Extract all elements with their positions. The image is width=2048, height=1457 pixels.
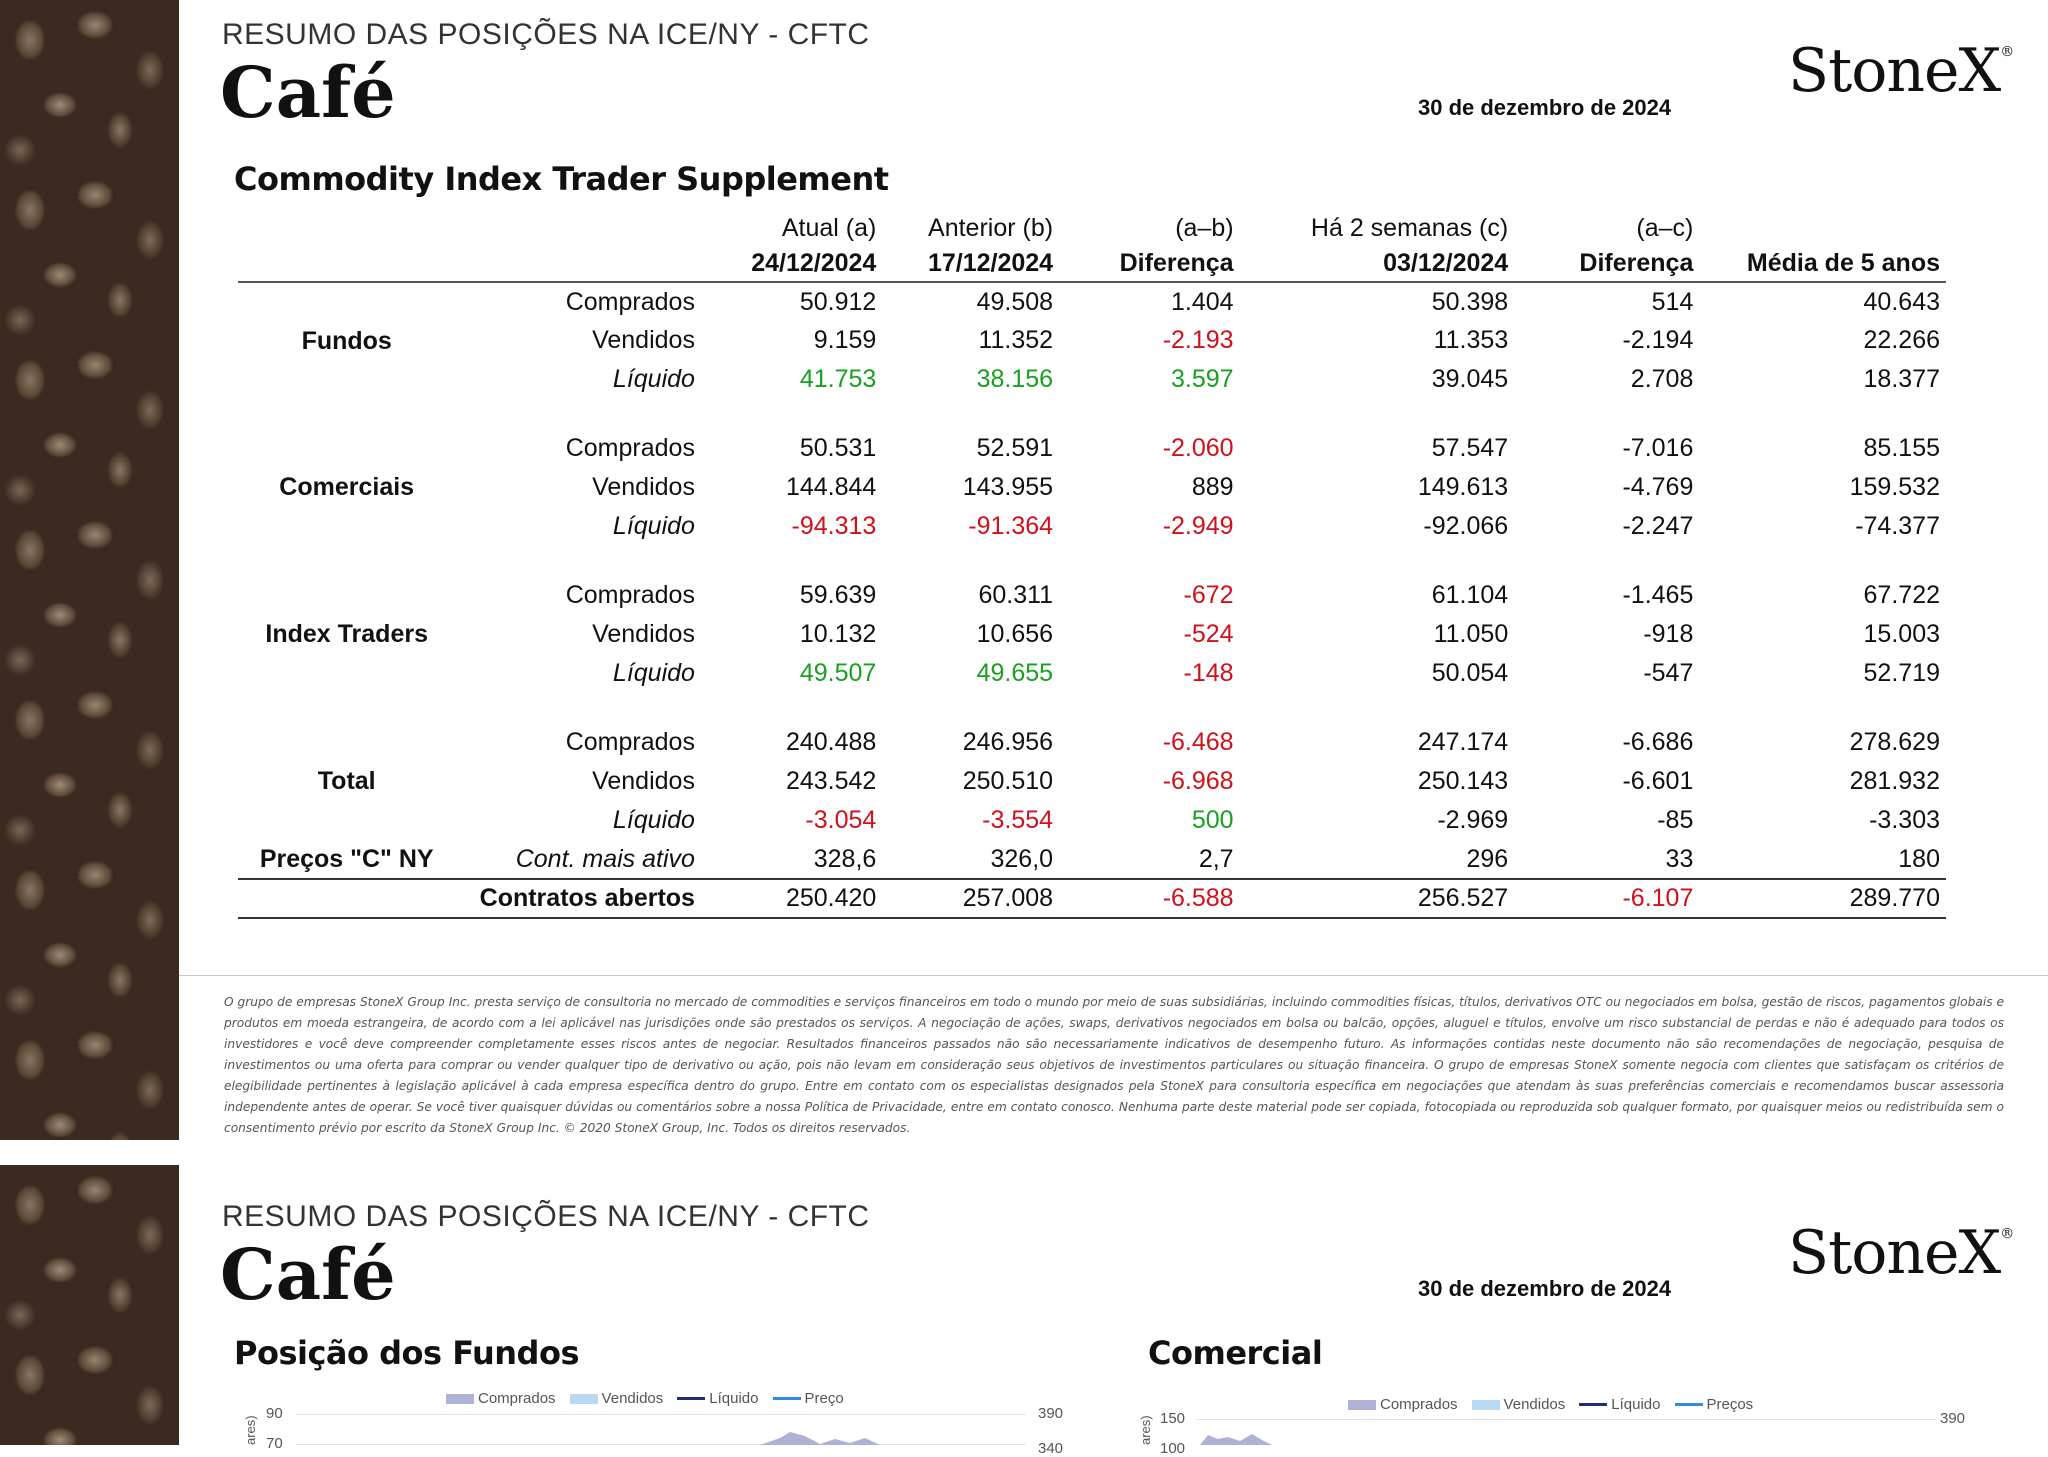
table-cell: -524 xyxy=(1183,620,1234,648)
table-cell: 49.655 xyxy=(976,659,1054,687)
table-cell: 38.156 xyxy=(976,365,1054,393)
table-cell: 18.377 xyxy=(1863,365,1940,393)
row-group-label: Fundos xyxy=(301,326,392,355)
table-cell: 159.532 xyxy=(1849,473,1940,501)
table-row xyxy=(238,801,1946,840)
table-cell: 40.643 xyxy=(1863,287,1940,316)
table-cell: 52.591 xyxy=(976,434,1054,462)
table-cell: 22.266 xyxy=(1863,326,1940,354)
table-cell: 500 xyxy=(1191,806,1234,834)
table-cell: -672 xyxy=(1183,581,1234,609)
table-cell: -918 xyxy=(1643,620,1694,648)
legend-item: Preços xyxy=(1675,1396,1754,1413)
legend-item: Comprados xyxy=(1348,1396,1458,1413)
page-separator xyxy=(0,1140,2048,1165)
page-title: Café xyxy=(220,51,396,134)
table-row xyxy=(238,762,1946,801)
row-label: Cont. mais ativo xyxy=(515,844,695,873)
disclaimer-text: O grupo de empresas StoneX Group Inc. presta serviço de consultoria no mercado de commodities e serviços financeiros em todo o mundo por meio de suas subsidiárias, incluindo commodities físicas, títulos, derivativos OTC ou negociados em bolsa, gestão de riscos, pagamentos globais e produtos em moeda estrangeira, de acordo com a lei aplicável nas jurisdições onde são prestados os serviços. A negociação de ações, swaps, derivativos negociados em bolsa ou balcão, opções, aluguel e títulos, envolve um risco substancial de perdas e não é adequado para todos os investidores e você deve compreender completamente esses riscos antes de negociar. Resultados financeiros passados não são necessariamente indicativos de desempenho futuro. As informações contidas neste documento não são recomendações de negociação, pesquisa de investimentos ou uma oferta para comprar ou vender qualquer tipo de derivativo ou ação, pois não levam em consideração seus objetivos de investimentos particulares ou situação financeira. O grupo de empresas StoneX somente negocia com clientes que satisfaçam os critérios de elegibilidade pertinentes à legislação aplicável à cada empresa específica dentro do grupo. Entre em contato com os especialistas designados pela StoneX para consultoria específica em negociações que atendam às suas preferências comerciais e recomendamos buscar assessoria independente antes de operar. Se você tiver quaisquer dúvidas ou comentários sobre a nossa Política de Privacidade, entre em contato conosco. Nenhuma parte deste material pode ser copiada, fotocopiada ou reproduzida sob qualquer formato, por quaisquer meios ou redistribuída sem o consentimento prévio por escrito da StoneX Group Inc. © 2020 StoneX Group, Inc. Todos os direitos reservados. xyxy=(224,995,2004,1135)
row-label: Comprados xyxy=(565,728,695,756)
table-cell: -91.364 xyxy=(968,512,1054,540)
gridline xyxy=(296,1414,1026,1415)
table-cell: 33 xyxy=(1665,844,1694,873)
chart-legend xyxy=(446,1390,844,1407)
table-cell: 50.531 xyxy=(799,434,877,462)
col-header: 03/12/2024 xyxy=(1240,246,1515,282)
table-row xyxy=(238,507,1946,546)
table-cell: 3.597 xyxy=(1171,365,1234,393)
table-row xyxy=(238,429,1946,468)
legend-swatch xyxy=(677,1397,705,1400)
legend-item: Líquido xyxy=(1579,1396,1660,1413)
legend-swatch xyxy=(1348,1400,1376,1410)
coffee-beans-image xyxy=(0,0,179,1140)
table-row xyxy=(238,576,1946,615)
table-cell: 41.753 xyxy=(799,365,877,393)
row-group-label: Total xyxy=(317,767,376,795)
row-label: Vendidos xyxy=(592,326,695,354)
table-cell: -1.465 xyxy=(1622,581,1694,609)
legend-item: Vendidos xyxy=(1472,1396,1566,1413)
table-row xyxy=(238,615,1946,654)
table-cell: -6.601 xyxy=(1622,767,1694,795)
table-cell: 57.547 xyxy=(1431,434,1509,462)
table-row xyxy=(238,321,1946,360)
table-cell: 247.174 xyxy=(1417,728,1509,756)
col-header xyxy=(1699,210,1946,246)
table-cell: 257.008 xyxy=(882,879,1059,918)
table-cell: 60.311 xyxy=(978,581,1054,609)
page-label: RESUMO DAS POSIÇÕES NA ICE/NY - CFTC xyxy=(222,18,870,51)
table-cell: 256.527 xyxy=(1240,879,1515,918)
y-axis-label: ares) xyxy=(243,1415,258,1445)
table-cell: 85.155 xyxy=(1863,434,1940,462)
table-cell: -2.193 xyxy=(1162,326,1234,354)
row-label: Comprados xyxy=(565,434,695,462)
table-cell: 2.708 xyxy=(1630,365,1694,393)
table-cell: 1.404 xyxy=(1171,287,1234,316)
chart-area-fragment xyxy=(760,1432,890,1445)
spacer-cell xyxy=(238,693,1946,723)
col-header: Diferença xyxy=(1059,246,1240,282)
col-header: Há 2 semanas (c) xyxy=(1310,213,1509,242)
table-row xyxy=(238,468,1946,507)
y-tick-label: 100 xyxy=(1160,1440,1186,1457)
y-tick-label: 150 xyxy=(1160,1410,1186,1427)
y2-tick-label: 340 xyxy=(1038,1440,1064,1457)
row-label: Contratos abertos xyxy=(238,879,701,918)
chart-area-fragment xyxy=(1200,1432,1300,1445)
cit-table xyxy=(238,210,1946,919)
legend-item: Preço xyxy=(773,1390,844,1407)
table-cell: 250.143 xyxy=(1417,767,1509,795)
page-date: 30 de dezembro de 2024 xyxy=(1418,1276,1672,1301)
stonex-logo: StoneX® xyxy=(1788,1218,2014,1288)
table-cell: 61.104 xyxy=(1431,581,1509,609)
y2-tick-label: 390 xyxy=(1940,1410,1966,1427)
table-cell: 52.719 xyxy=(1863,659,1940,687)
gridline xyxy=(1196,1419,1936,1420)
table-cell: 50.054 xyxy=(1431,659,1509,687)
coffee-beans-image xyxy=(0,1165,179,1445)
table-cell: 243.542 xyxy=(785,767,877,795)
table-cell: 149.613 xyxy=(1417,473,1509,501)
chart-heading: Posição dos Fundos xyxy=(234,1334,579,1372)
spacer-cell xyxy=(238,546,1946,576)
legend-item: Líquido xyxy=(677,1390,758,1407)
table-header-row xyxy=(238,210,1946,246)
gridline xyxy=(296,1444,1026,1445)
row-group-label: Index Traders xyxy=(265,620,428,648)
table-cell: 15.003 xyxy=(1863,620,1940,648)
table-cell: -94.313 xyxy=(791,512,877,540)
table-cell: -6.968 xyxy=(1162,767,1234,795)
table-heading: Commodity Index Trader Supplement xyxy=(234,160,889,198)
row-label: Líquido xyxy=(612,512,695,540)
table-cell: -6.588 xyxy=(1059,879,1240,918)
col-header: (a–b) xyxy=(1175,213,1234,242)
row-label: Vendidos xyxy=(592,620,695,648)
legend-swatch xyxy=(1472,1400,1500,1410)
table-cell: -74.377 xyxy=(1855,512,1940,540)
table-row xyxy=(238,282,1946,321)
y-tick-label: 70 xyxy=(266,1435,283,1452)
col-header: (a–c) xyxy=(1636,213,1694,242)
table-cell: 289.770 xyxy=(1699,879,1946,918)
col-header: Anterior (b) xyxy=(928,213,1054,242)
table-cell: -3.303 xyxy=(1869,806,1940,834)
table-cell: 11.352 xyxy=(978,326,1054,354)
table-cell: 11.050 xyxy=(1433,620,1509,648)
y-tick-label: 90 xyxy=(266,1405,283,1422)
col-header: 17/12/2024 xyxy=(882,246,1059,282)
table-cell: -92.066 xyxy=(1423,512,1509,540)
stonex-logo: StoneX® xyxy=(1788,36,2014,106)
row-label: Vendidos xyxy=(592,473,695,501)
table-cell: 67.722 xyxy=(1863,581,1940,609)
table-cell: -148 xyxy=(1183,659,1234,687)
table-cell: 10.132 xyxy=(799,620,877,648)
table-cell: 250.420 xyxy=(701,879,882,918)
chart-legend xyxy=(1348,1396,1753,1413)
row-label: Comprados xyxy=(565,581,695,609)
table-cell: 281.932 xyxy=(1849,767,1940,795)
table-cell: 246.956 xyxy=(962,728,1054,756)
row-label: Líquido xyxy=(612,659,695,687)
table-row xyxy=(238,879,1946,918)
page-date: 30 de dezembro de 2024 xyxy=(1418,95,1672,120)
table-cell: -6.468 xyxy=(1162,728,1234,756)
page-label: RESUMO DAS POSIÇÕES NA ICE/NY - CFTC xyxy=(222,1200,870,1233)
table-cell: 278.629 xyxy=(1849,728,1940,756)
table-cell: -547 xyxy=(1643,659,1694,687)
legend-item: Comprados xyxy=(446,1390,556,1407)
table-cell: 240.488 xyxy=(785,728,877,756)
table-row xyxy=(238,723,1946,762)
row-group-label: Comerciais xyxy=(279,473,415,501)
table-cell: 10.656 xyxy=(976,620,1054,648)
disclaimer-divider xyxy=(179,975,2048,976)
table-row xyxy=(238,654,1946,693)
table-cell: 250.510 xyxy=(962,767,1054,795)
table-cell: 2,7 xyxy=(1198,844,1234,873)
table-cell: 326,0 xyxy=(990,844,1054,873)
table-cell: 49.508 xyxy=(976,287,1054,316)
comprados-area xyxy=(760,1432,880,1445)
table-cell: -3.054 xyxy=(805,806,877,834)
table-cell: -6.107 xyxy=(1514,879,1699,918)
table-cell: -3.554 xyxy=(982,806,1054,834)
table-cell: -85 xyxy=(1657,806,1694,834)
table-cell: 11.353 xyxy=(1433,326,1509,354)
spacer-row xyxy=(238,693,1946,723)
spacer-row xyxy=(238,399,1946,429)
spacer-cell xyxy=(238,399,1946,429)
y-axis-label: ares) xyxy=(1138,1415,1153,1445)
table-cell: -7.016 xyxy=(1622,434,1694,462)
comprados-area xyxy=(1200,1434,1272,1445)
col-header: Média de 5 anos xyxy=(1699,246,1946,282)
table-row xyxy=(238,840,1946,879)
legend-item: Vendidos xyxy=(570,1390,664,1407)
legend-swatch xyxy=(1675,1403,1703,1406)
legend-swatch xyxy=(773,1397,801,1400)
col-header: 24/12/2024 xyxy=(701,246,882,282)
row-group-label: Preços "C" NY xyxy=(259,844,434,873)
col-header: Atual (a) xyxy=(781,213,877,242)
legend-swatch xyxy=(1579,1403,1607,1406)
table-cell: 296 xyxy=(1466,844,1509,873)
page-title: Café xyxy=(220,1233,396,1316)
row-label: Líquido xyxy=(612,806,695,834)
legend-swatch xyxy=(570,1394,598,1404)
y2-tick-label: 390 xyxy=(1038,1405,1064,1422)
table-cell: -4.769 xyxy=(1622,473,1694,501)
table-cell: 514 xyxy=(1651,287,1694,316)
table-cell: 144.844 xyxy=(785,473,877,501)
table-cell: -2.247 xyxy=(1622,512,1694,540)
table-cell: -2.060 xyxy=(1162,434,1234,462)
table-cell: 50.912 xyxy=(799,287,877,316)
table-cell: 143.955 xyxy=(962,473,1054,501)
spacer-row xyxy=(238,546,1946,576)
table-header-row xyxy=(238,246,1946,282)
col-header: Diferença xyxy=(1514,246,1699,282)
table-cell: 889 xyxy=(1191,473,1234,501)
table-cell: 50.398 xyxy=(1431,287,1509,316)
table-cell: 328,6 xyxy=(813,844,877,873)
table-row xyxy=(238,360,1946,399)
table-cell: -2.969 xyxy=(1437,806,1509,834)
table-cell: -2.949 xyxy=(1162,512,1234,540)
table-cell: 180 xyxy=(1898,844,1940,873)
table-cell: -2.194 xyxy=(1622,326,1694,354)
table-cell: 39.045 xyxy=(1431,365,1509,393)
table-cell: 59.639 xyxy=(799,581,877,609)
legend-swatch xyxy=(446,1394,474,1404)
row-label: Comprados xyxy=(565,287,695,316)
row-label: Líquido xyxy=(612,365,695,393)
chart-heading: Comercial xyxy=(1148,1334,1323,1372)
table-cell: 9.159 xyxy=(813,326,877,354)
row-label: Vendidos xyxy=(592,767,695,795)
table-cell: -6.686 xyxy=(1622,728,1694,756)
table-cell: 49.507 xyxy=(799,659,877,687)
